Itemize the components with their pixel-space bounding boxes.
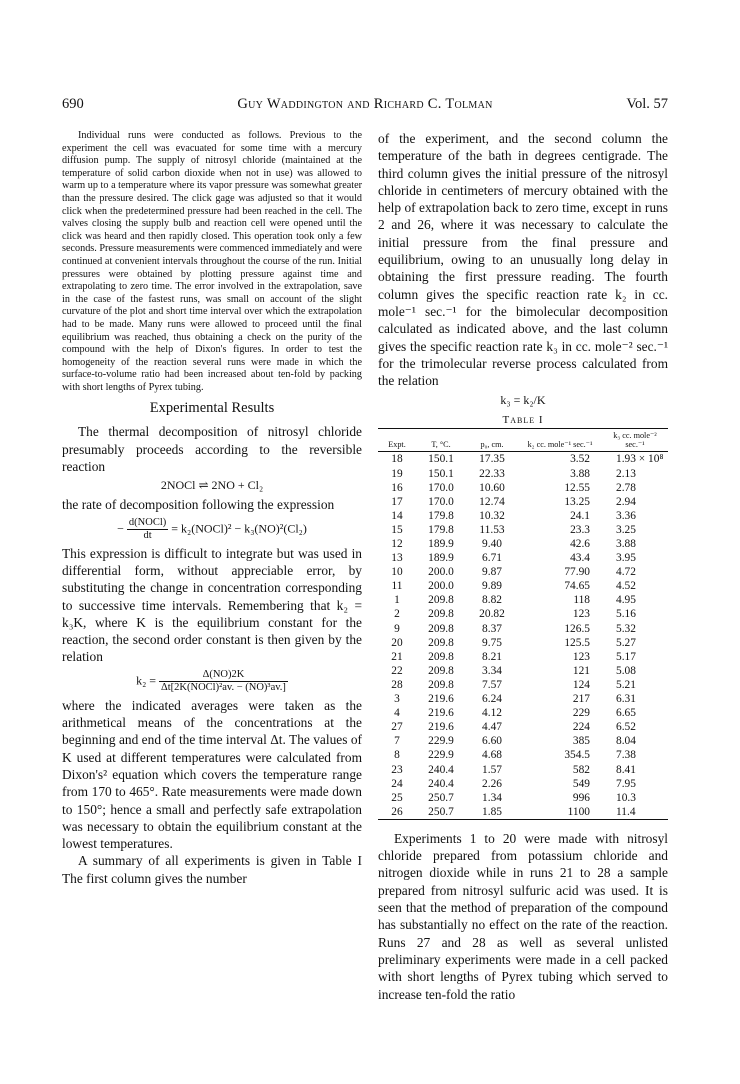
page-header [62,96,668,116]
table-cell: 240.4 [428,777,454,790]
table-row [378,748,668,762]
table-cell: 2.26 [482,777,502,790]
paragraph: The thermal decomposition of nitrosyl chloride presumably proceeds according to the reversible reaction [62,424,362,475]
table-cell: 11 [391,580,403,593]
table-cell: 150.1 [428,453,454,466]
reaction-equation: 2NOCl ⇌ 2NO + Cl₂ [160,478,264,493]
table-row [378,777,668,791]
table-cell: 26 [378,805,416,820]
table-cell: 209.8 [428,594,454,607]
table-cell: 1100 [518,805,602,820]
table-cell: 12.74 [479,495,505,508]
table-cell: 200.0 [428,580,454,593]
table-cell: 8 [394,749,400,762]
table-row [378,593,668,607]
table-cell: 549 [572,777,590,790]
numerator: Δ(NO)2K [159,669,288,682]
table-cell: 6.24 [482,693,502,706]
paragraph: of the experiment, and the second column the temperature of the bath in degrees centigrade. The third column gives the initial pressure of the nitrosyl chloride in centimeters of mercury obtained with the help of extrapolation back to zero time, except in runs 2 and 26, where it was necessary to calculate the initial pressure from the final pressure and equilibrium, owing to an unusually long delay in obtaining the first pressure reading. The fourth column gives the specific reaction rate k₂ in cc. mole⁻¹ sec.⁻¹ for the bimolecular decomposition calculated as indicated above, and the last column gives the specific reaction rate k₃ in cc. mole⁻² sec.⁻¹ for the trimolecular reverse process calculated from the relation [378,131,668,389]
table-cell: 22 [391,664,403,677]
table-cell: 150.1 [428,467,454,480]
table-cell: 179.8 [428,523,454,536]
denominator: dt [143,529,152,541]
table-cell: 4.72 [616,566,636,579]
table-cell: 17 [391,495,403,508]
table-cell: 12.55 [564,481,590,494]
table-cell: 10.32 [479,509,505,522]
table-cell: 229.9 [428,749,454,762]
table-cell: 19 [391,467,403,480]
table-cell: 28 [391,678,403,691]
table-cell: 42.6 [570,538,590,551]
table-cell: 124 [572,678,590,691]
table-cell: 209.8 [428,636,454,649]
column-header: T, °C. [416,429,466,452]
table-row [378,467,668,481]
table-cell: 179.8 [428,509,454,522]
table-cell: 250.7 [416,805,466,820]
table-cell: 219.6 [428,721,454,734]
column-header: k₂ cc. mole⁻¹ sec.⁻¹ [518,429,602,452]
table-row [378,481,668,495]
table-cell: 4.68 [482,749,502,762]
table-cell: 123 [572,608,590,621]
table-cell: 13 [391,552,403,565]
table-cell: 20 [391,636,403,649]
table-row [378,551,668,565]
table-cell: 5.08 [616,664,636,677]
table-cell: 3.36 [616,509,636,522]
k3-equation: k₃ = k₂/K [500,393,546,408]
table-row [378,636,668,650]
equation-rhs: = k₂(NOCl)² − k₃(NO)²(Cl₂) [171,520,307,535]
table-header-row [378,429,668,452]
table-cell: 8.21 [482,650,502,663]
table-cell: 9 [394,622,400,635]
table-cell: 6.71 [482,552,502,565]
table-cell: 229 [572,707,590,720]
table-cell: 5.16 [616,608,636,621]
table-cell: 7.57 [482,678,502,691]
table-row [378,734,668,748]
table-cell: 15 [391,523,403,536]
table-cell: 2.78 [616,481,636,494]
table-cell: 118 [573,594,590,607]
rate-equation: − $\frac{\text{d(NOCl)}}{dt}$ = k₂(NOCl)² − k₃(NO)²(Cl₂) [117,516,307,541]
table-row [378,537,668,551]
table-caption: Table I [502,414,544,427]
table-cell: 209.8 [428,678,454,691]
table-cell: 200.0 [428,566,454,579]
table-cell: 582 [572,763,590,776]
table-cell: 9.40 [482,538,502,551]
table-cell: 21 [391,650,403,663]
table-cell: 229.9 [428,735,454,748]
table-cell: 3.34 [482,664,502,677]
table-cell: 1.85 [466,805,518,820]
paragraph: This expression is difficult to integrate but was used in differential form, without appreciable error, by substituting the change in concentration corresponding to successive time intervals. Remembering that k₂ = k₃K, where K is the equilibrium constant for the reaction, the second order constant is then given by the relation [62,545,362,665]
table-cell: 7.95 [616,777,636,790]
table-row [378,622,668,636]
table-cell: 240.4 [428,763,454,776]
table-cell: 27 [391,721,403,734]
table-cell: 13.25 [564,495,590,508]
table-cell: 3.95 [616,552,636,565]
table-row [378,495,668,509]
table-cell: 209.8 [428,622,454,635]
procedure-paragraph: Individual runs were conducted as follows. Previous to the experiment the cell was evacuated for some time with a mercury diffusion pump. The supply of nitrosyl chloride (maintained at the temperature of solid carbon dioxide when not in use) was allowed to warm up to a temperature where its vapor pressure was somewhat greater than the pressure desired. The click gage was adjusted so that it would click when the predetermined pressure had been reached in the cell. The valves closing the supply bulb and reaction cell were opened until the click was heard and then rapidly closed. This operation took only a few seconds. Pressure measurements were commenced immediately and were continued at convenient intervals throughout the course of the run. Initial pressures were obtained by plotting pressure against time and extrapolating to zero time. The error involved in the extrapolation, save in the case of the fastest runs, was small on account of the slight curvature of the plot and short time interval over which the extrapolation had to be made. Many runs were allowed to proceed until the final equilibrium was reached, thus obtaining a check on the purity of the compound with the help of Dixon's figures. In order to test the homogeneity of the reaction several runs were made in which the surface-to-volume ratio had been increased about ten-fold by packing with short lengths of Pyrex tubing. [62,130,362,393]
table-cell: 12 [391,538,403,551]
table-cell: 189.9 [428,538,454,551]
table-row [378,579,668,593]
table-cell: 14 [391,509,403,522]
table-cell: 8.41 [616,763,636,776]
equation-lhs: k₂ = [136,672,157,687]
table-cell: 8.04 [616,735,636,748]
table-cell: 9.87 [482,566,502,579]
table-cell: 4.12 [482,707,502,720]
table-cell: 2.94 [616,495,636,508]
table-row [378,664,668,678]
table-row [378,607,668,621]
table-cell: 7 [394,735,400,748]
table-cell: 5.32 [616,622,636,635]
table-cell: 4.52 [616,580,636,593]
table-cell: 6.65 [616,707,636,720]
table-cell: 5.27 [616,636,636,649]
table-row [378,650,668,664]
right-column [378,130,668,1003]
table-cell: 224 [572,721,590,734]
table-cell: 385 [572,735,590,748]
table-row [378,692,668,706]
fraction [127,517,168,542]
table-cell: 74.65 [564,580,590,593]
table-cell: 209.8 [428,650,454,663]
data-table [378,428,668,819]
section-heading: Experimental Results [149,400,275,417]
table-cell: 121 [572,664,590,677]
table-cell: 4 [394,707,400,720]
numerator: d(NOCl) [128,516,167,528]
left-column [62,130,362,887]
column-header: k₃ cc. mole⁻² sec.⁻¹ [602,429,668,452]
table-cell: 126.5 [564,622,590,635]
page-number: 690 [62,96,84,112]
table-cell: 1 [394,594,400,607]
table-cell: 123 [572,650,590,663]
table-cell: 217 [572,693,590,706]
table-cell: 24 [391,777,403,790]
table-cell: 11.53 [479,523,505,536]
table-cell: 77.90 [564,566,590,579]
table-cell: 16 [391,481,403,494]
table-cell: 8.82 [482,594,502,607]
paragraph: where the indicated averages were taken as the arithmetical means of the concentrations at the beginning and end of the time interval Δt. The values of K used at different temperatures were calculated from Dixon's² equation which covers the temperature range from 170 to 465°. Rate measurements were made down to 150°; hence a small and perfectly safe extrapolation was necessary to obtain the equilibrium constant at the lowest temperatures. [62,697,362,852]
table-cell: 5.17 [616,650,636,663]
table-row [378,509,668,523]
table-cell: 3.52 [570,453,590,466]
table-cell: 996 [572,791,590,804]
table-cell: 4.47 [482,721,502,734]
table-row [378,452,668,467]
table-row [378,706,668,720]
table-cell: 4.95 [616,594,636,607]
table-cell: 6.31 [616,693,636,706]
table-cell: 3.88 [616,538,636,551]
table-cell: 170.0 [428,481,454,494]
table-row [378,805,668,820]
table-row [378,720,668,734]
table-cell: 209.8 [428,608,454,621]
paragraph: the rate of decomposition following the expression [62,497,335,513]
table-cell: 10 [391,566,403,579]
column-header: p₀, cm. [466,429,518,452]
table-cell: 22.33 [479,467,505,480]
table-cell: 3.88 [570,467,590,480]
k2-equation [62,669,362,694]
table-cell: 250.7 [428,791,454,804]
table-cell: 209.8 [428,664,454,677]
fraction [159,669,288,694]
table-cell: 6.52 [616,721,636,734]
table-cell: 2 [394,608,400,621]
volume-number: Vol. 57 [626,96,668,112]
paragraph: Experiments 1 to 20 were made with nitrosyl chloride prepared from potassium chloride and nitrogen dioxide while in runs 21 to 28 a sample prepared from nitrosyl sulfuric acid was used. It is seen that the method of preparation of the compound has substantially no effect on the rate of the reaction. Runs 27 and 28 as well as several unlisted preliminary experiments were made in a cell packed with short lengths of Pyrex tubing which served to increase ten-fold the ratio [378,830,668,1002]
table-cell: 10.60 [479,481,505,494]
denominator: Δt[2K(NOCl)²av. − (NO)³av.] [161,681,286,693]
table-cell: 125.5 [564,636,590,649]
table-cell: 219.6 [428,707,454,720]
column-header: Expt. [378,429,416,452]
table-cell: 9.75 [482,636,502,649]
table-cell: 25 [391,791,403,804]
table-cell: 23 [391,763,403,776]
table-cell: 2.13 [616,467,636,480]
table-row [378,523,668,537]
table-cell: 9.89 [482,580,502,593]
table-row [378,791,668,805]
running-title: Guy Waddington and Richard C. Tolman [237,96,493,112]
table-cell: 3 [394,693,400,706]
table-cell: 43.4 [570,552,590,565]
table-cell: 219.6 [428,693,454,706]
table-row [378,565,668,579]
table-cell: 17.35 [479,453,505,466]
table-cell: 3.25 [616,523,636,536]
table-cell: 10.3 [616,791,636,804]
table-row [378,763,668,777]
table-cell: 20.82 [479,608,505,621]
table-cell: 170.0 [428,495,454,508]
table-cell: 189.9 [428,552,454,565]
table-cell: 7.38 [616,749,636,762]
table-cell: 354.5 [564,749,590,762]
table-cell: 18 [391,453,403,466]
table-cell: 11.4 [602,805,668,820]
table-cell: 1.57 [482,763,502,776]
table-cell: 6.60 [482,735,502,748]
table-cell: 24.1 [570,509,590,522]
table-cell: 8.37 [482,622,502,635]
table-cell: 5.21 [616,678,636,691]
table-cell: 23.3 [570,523,590,536]
paragraph: A summary of all experiments is given in Table I The first column gives the number [62,853,362,886]
table-row [378,678,668,692]
table-cell: 1.93 × 10⁸ [616,453,664,466]
table-cell: 1.34 [482,791,502,804]
